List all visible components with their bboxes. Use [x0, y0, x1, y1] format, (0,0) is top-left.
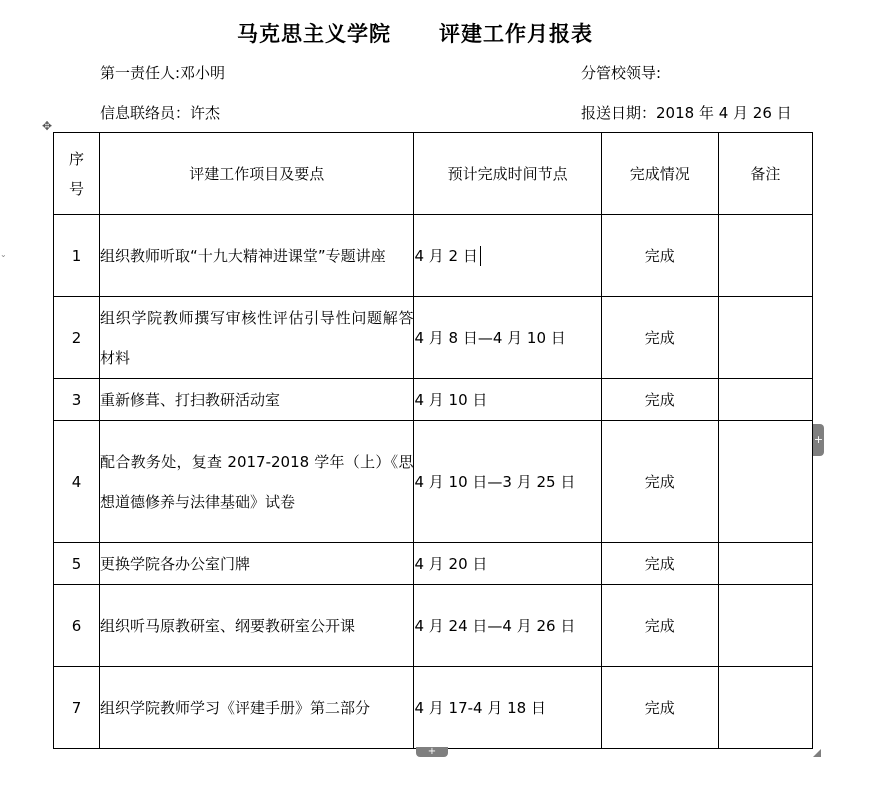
cell-time[interactable]: 4 月 8 日—4 月 10 日 — [414, 297, 601, 379]
cell-seq[interactable]: 2 — [54, 297, 100, 379]
cell-status[interactable]: 完成 — [601, 585, 718, 667]
cell-note[interactable] — [718, 543, 812, 585]
report-table — [53, 132, 813, 749]
cell-status[interactable]: 完成 — [601, 297, 718, 379]
cell-note[interactable] — [718, 585, 812, 667]
supervising-leader: 分管校领导: — [581, 64, 662, 82]
cell-time[interactable]: 4 月 10 日 — [414, 379, 601, 421]
cell-item[interactable]: 更换学院各办公室门牌 — [100, 543, 414, 585]
header-time[interactable]: 预计完成时间节点 — [414, 133, 601, 215]
add-column-plus-icon[interactable]: + — [416, 747, 448, 757]
cell-time[interactable]: 4 月 20 日 — [414, 543, 601, 585]
cell-item[interactable]: 重新修葺、打扫教研活动室 — [100, 379, 414, 421]
table-row — [54, 585, 813, 667]
document-title — [0, 18, 830, 48]
cell-item[interactable]: 组织学院教师学习《评建手册》第二部分 — [100, 667, 414, 749]
cell-seq[interactable]: 4 — [54, 421, 100, 543]
contact-person: 信息联络员：许杰 — [100, 104, 221, 122]
header-item[interactable]: 评建工作项目及要点 — [100, 133, 414, 215]
header-note[interactable]: 备注 — [718, 133, 812, 215]
cell-time[interactable]: 4 月 24 日—4 月 26 日 — [414, 585, 601, 667]
table-header-row — [54, 133, 813, 215]
cell-item[interactable]: 组织教师听取“十九大精神进课堂”专题讲座 — [100, 215, 414, 297]
table-row — [54, 667, 813, 749]
cell-time[interactable]: 4 月 17-4 月 18 日 — [414, 667, 601, 749]
cell-item[interactable]: 组织学院教师撰写审核性评估引导性问题解答材料 — [100, 297, 414, 379]
cell-time-text: 4 月 2 日 — [414, 246, 478, 265]
cell-note[interactable] — [718, 297, 812, 379]
table-row — [54, 543, 813, 585]
cell-status[interactable]: 完成 — [601, 543, 718, 585]
cell-seq[interactable]: 5 — [54, 543, 100, 585]
cell-time[interactable]: 4 月 10 日—3 月 25 日 — [414, 421, 601, 543]
header-seq-line2: 号 — [69, 179, 85, 198]
header-seq[interactable] — [54, 133, 100, 215]
cell-status[interactable]: 完成 — [601, 421, 718, 543]
cell-note[interactable] — [718, 215, 812, 297]
cell-note[interactable] — [718, 421, 812, 543]
add-row-plus-icon[interactable]: + — [813, 424, 824, 456]
header-seq-line1: 序 — [69, 149, 85, 168]
move-arrows-icon[interactable]: ✥ — [41, 119, 53, 133]
cell-seq[interactable]: 1 — [54, 215, 100, 297]
cell-status[interactable]: 完成 — [601, 215, 718, 297]
cell-note[interactable] — [718, 667, 812, 749]
cell-seq[interactable]: 3 — [54, 379, 100, 421]
cell-seq[interactable]: 7 — [54, 667, 100, 749]
table-row — [54, 297, 813, 379]
margin-marker: ⌄ — [0, 250, 7, 259]
cell-time[interactable] — [414, 215, 601, 297]
header-status[interactable]: 完成情况 — [601, 133, 718, 215]
responsible-person: 第一责任人:邓小明 — [100, 64, 226, 82]
table-row — [54, 215, 813, 297]
table-row — [54, 421, 813, 543]
table-row — [54, 379, 813, 421]
cell-status[interactable]: 完成 — [601, 667, 718, 749]
cell-seq[interactable]: 6 — [54, 585, 100, 667]
cell-item[interactable]: 组织听马原教研室、纲要教研室公开课 — [100, 585, 414, 667]
report-title: 评建工作月报表 — [439, 22, 593, 46]
submission-date: 报送日期：2018 年 4 月 26 日 — [581, 104, 792, 122]
resize-corner-icon[interactable] — [813, 749, 821, 757]
cell-note[interactable] — [718, 379, 812, 421]
text-cursor — [480, 246, 481, 266]
cell-status[interactable]: 完成 — [601, 379, 718, 421]
cell-item[interactable]: 配合教务处，复查 2017-2018 学年（上）《思想道德修养与法律基础》试卷 — [100, 421, 414, 543]
org-name: 马克思主义学院 — [237, 22, 391, 46]
